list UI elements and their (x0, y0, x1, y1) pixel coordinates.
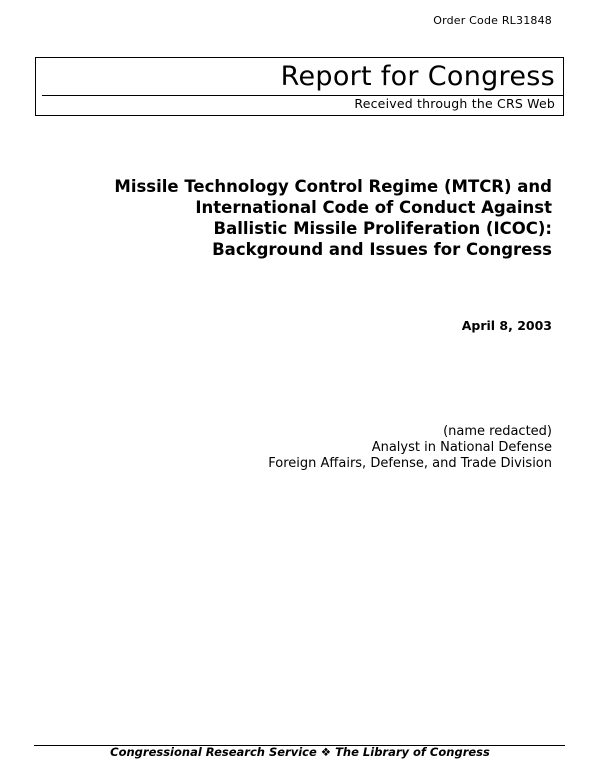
author-name: (name redacted) (443, 424, 552, 439)
title-line: Background and Issues for Congress (212, 240, 552, 259)
order-code: Order Code RL31848 (433, 14, 552, 27)
title-line: Ballistic Missile Proliferation (ICOC): (213, 219, 552, 238)
report-for-congress-banner (35, 57, 564, 116)
banner-subtitle: Received through the CRS Web (354, 96, 555, 111)
title-line: International Code of Conduct Against (195, 198, 552, 217)
author-position: Analyst in National Defense (371, 440, 552, 455)
report-date: April 8, 2003 (461, 318, 552, 333)
author-division: Foreign Affairs, Defense, and Trade Division (268, 456, 552, 471)
title-line: Missile Technology Control Regime (MTCR) and (114, 177, 552, 196)
footer-text: Congressional Research Service ❖ The Library of Congress (110, 745, 490, 759)
author-info (268, 424, 552, 472)
document-title (114, 176, 552, 260)
banner-title: Report for Congress (280, 61, 555, 92)
